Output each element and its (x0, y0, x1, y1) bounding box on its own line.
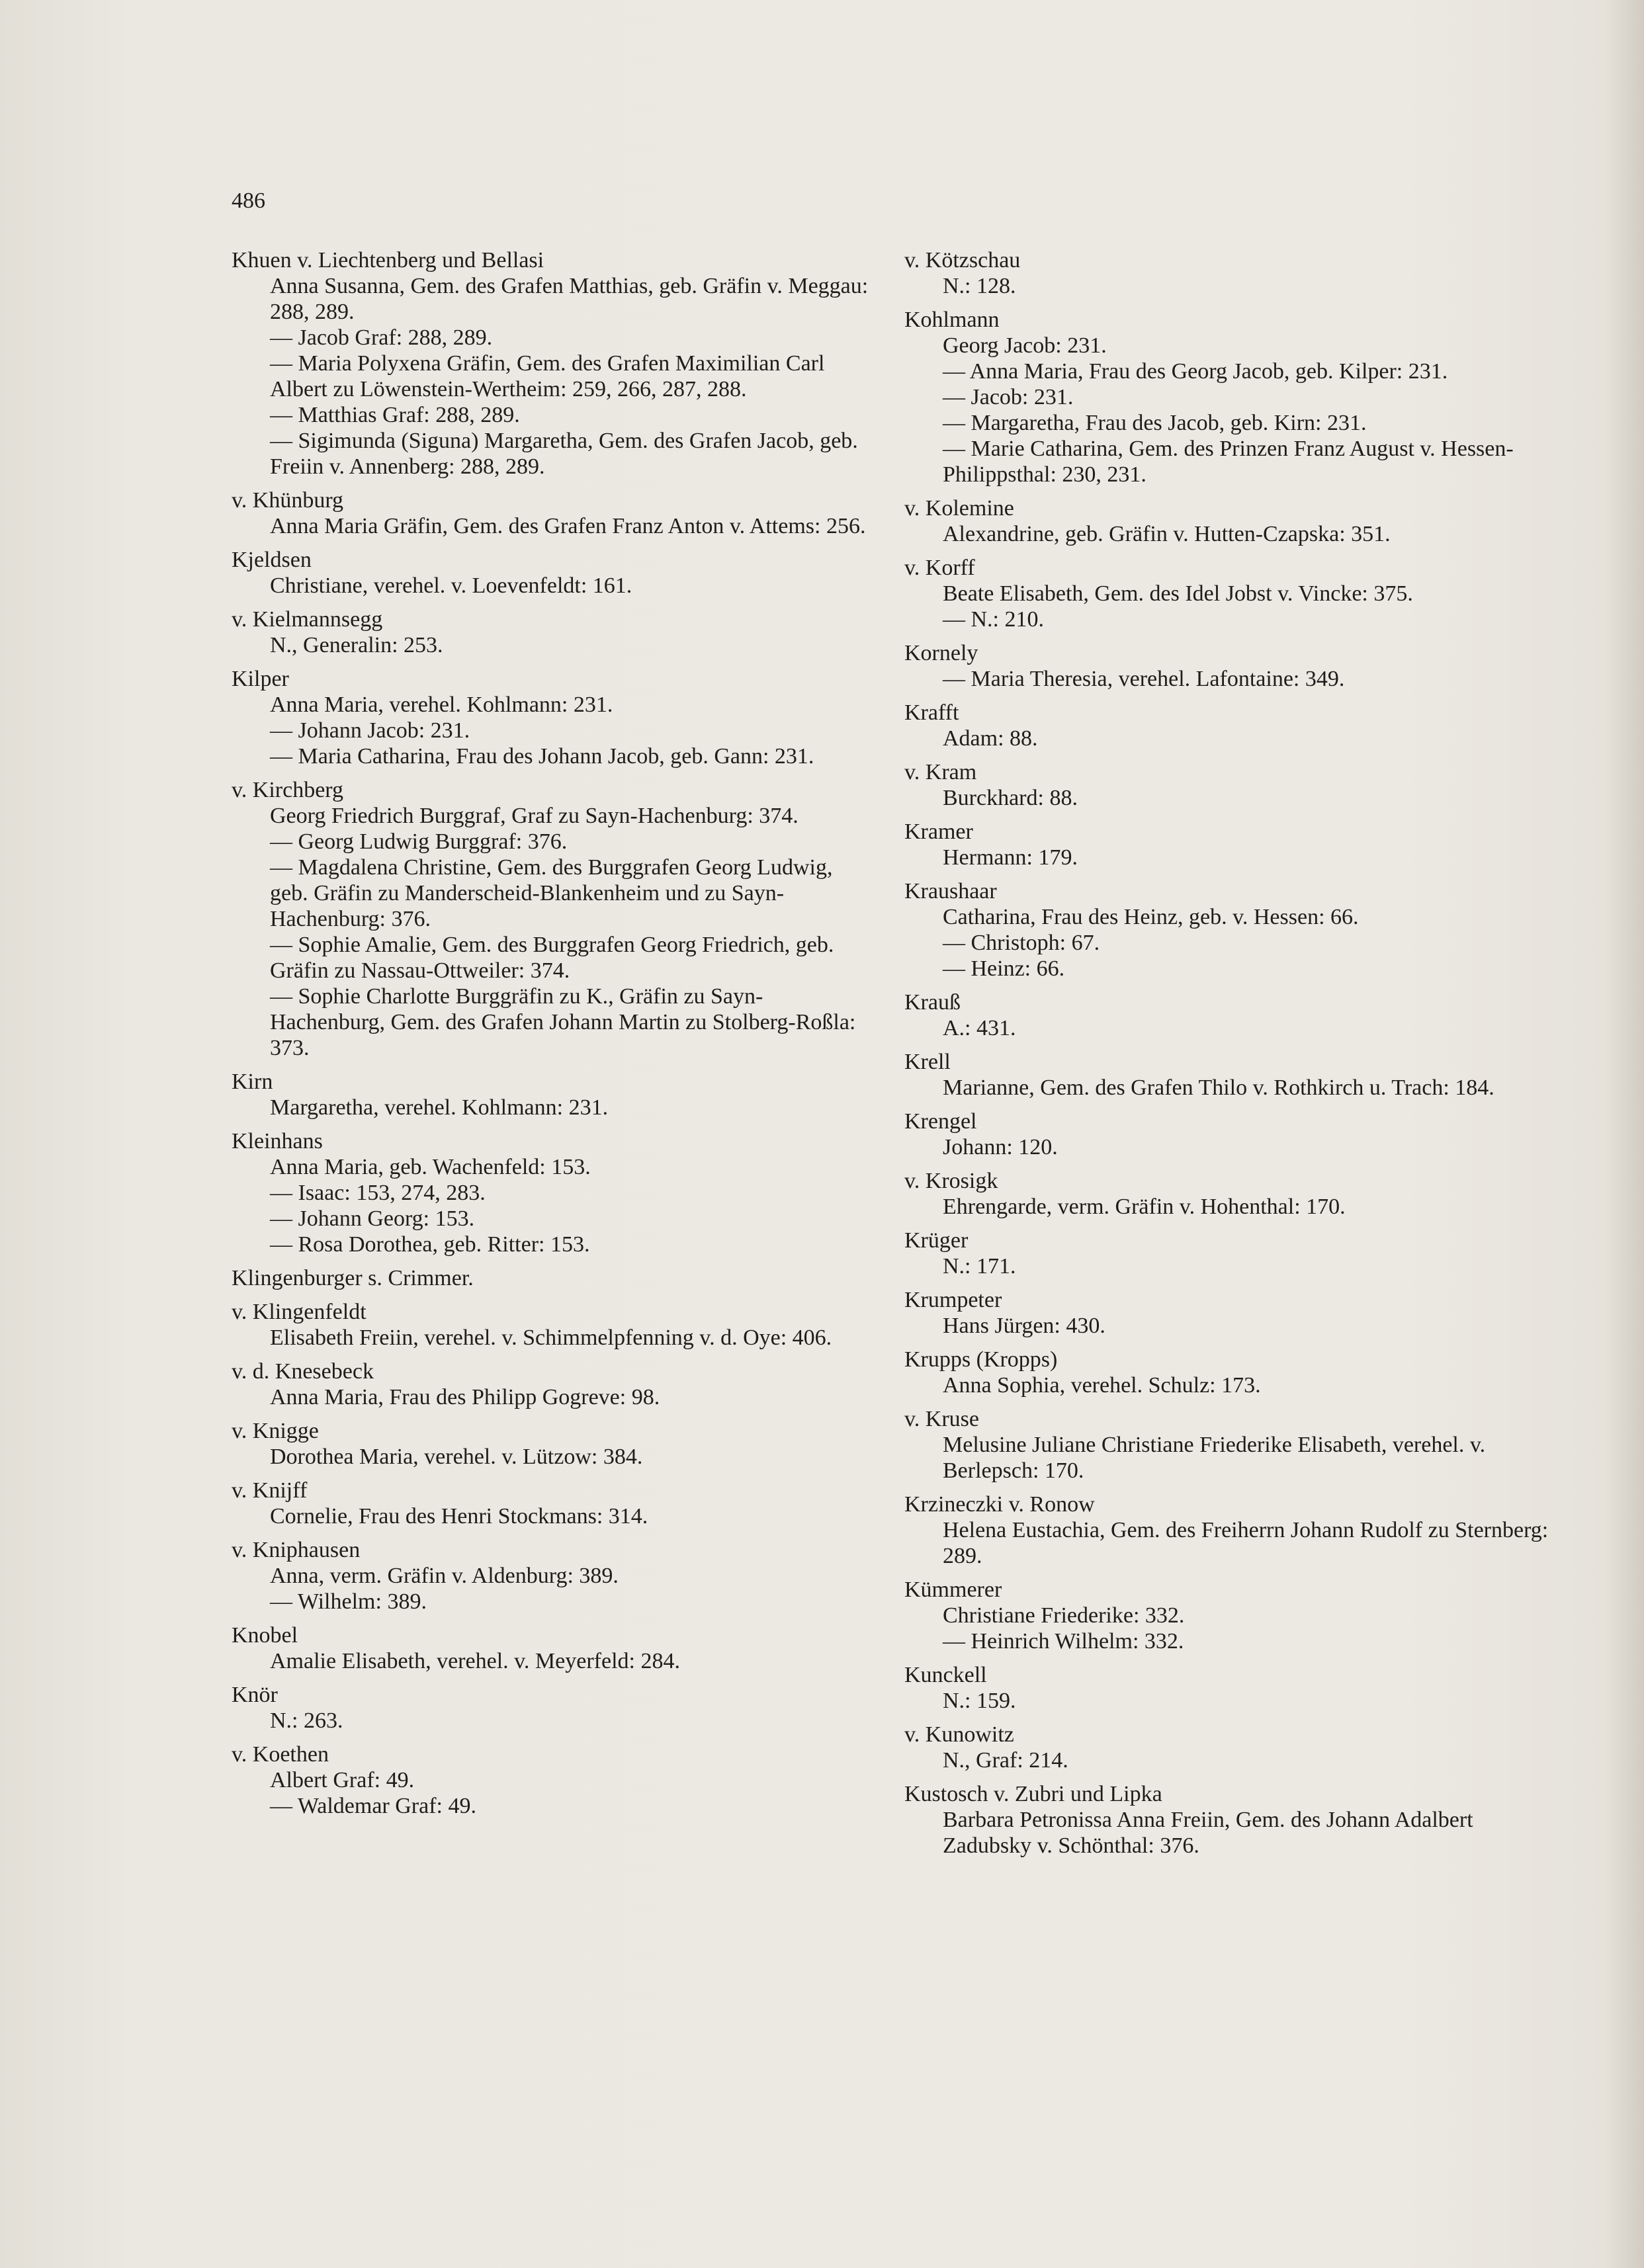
entry-heading: v. Kolemine (904, 496, 1014, 521)
index-entry (232, 1478, 873, 1529)
entry-heading: Kjeldsen (232, 548, 312, 572)
page-edge-shadow (1604, 0, 1644, 2268)
index-entry (904, 1287, 1566, 1339)
entry-line: N.: 263. (270, 1708, 343, 1733)
entry-heading: Khuen v. Liechtenberg und Bellasi (232, 248, 544, 273)
index-entry (232, 1682, 873, 1734)
index-entry (232, 1537, 873, 1615)
entry-heading: v. Kunowitz (904, 1722, 1014, 1747)
entry-line: — Maria Polyxena Gräfin, Gem. des Grafen Maximilian Carl Albert zu Löwenstein-Wertheim: 259, 266, 287, 288. (270, 351, 825, 401)
index-entry (904, 819, 1566, 870)
index-entry (904, 759, 1566, 811)
entry-heading: Kornely (904, 641, 978, 665)
entry-heading: v. Koethen (232, 1742, 329, 1767)
index-entry (904, 878, 1566, 982)
entry-line: Melusine Juliane Christiane Friederike Elisabeth, verehel. v. Berlepsch: 170. (943, 1433, 1486, 1483)
entry-heading: v. Khünburg (232, 488, 344, 513)
entry-line: — Johann Jacob: 231. (270, 718, 470, 743)
entry-line: Anna Sophia, verehel. Schulz: 173. (943, 1373, 1261, 1398)
entry-heading: Krupps (Kropps) (904, 1347, 1058, 1372)
entry-line: Helena Eustachia, Gem. des Freiherrn Johann Rudolf zu Sternberg: 289. (943, 1518, 1549, 1568)
index-entry (904, 1347, 1566, 1398)
index-entry (232, 1069, 873, 1120)
entry-heading: v. Kruse (904, 1407, 979, 1431)
entry-line: — Marie Catharina, Gem. des Prinzen Franz August v. Hessen-Philippsthal: 230, 231. (943, 437, 1514, 487)
entry-line: — Jacob: 231. (943, 385, 1074, 409)
entry-line: N.: 128. (943, 274, 1016, 298)
index-entry (904, 307, 1566, 487)
entry-heading: Krzineczki v. Ronow (904, 1492, 1095, 1517)
entry-heading: Kohlmann (904, 308, 1000, 332)
entry-line: Adam: 88. (943, 726, 1038, 751)
index-entry (904, 555, 1566, 632)
entry-heading: Kümmerer (904, 1577, 1002, 1602)
entry-heading: Krell (904, 1050, 951, 1074)
entry-line: N.: 171. (943, 1254, 1016, 1279)
index-entry (904, 1781, 1566, 1859)
index-entry (232, 1265, 873, 1291)
entry-heading: Kleinhans (232, 1129, 323, 1154)
index-entry (232, 607, 873, 658)
entry-line: Christiane Friederike: 332. (943, 1603, 1185, 1628)
entry-heading: v. Krosigk (904, 1169, 998, 1193)
entry-line: — Maria Theresia, verehel. Lafontaine: 349. (943, 667, 1345, 691)
entry-line: Ehrengarde, verm. Gräfin v. Hohenthal: 170. (943, 1195, 1346, 1219)
entry-line: — Margaretha, Frau des Jacob, geb. Kirn: 231. (943, 411, 1367, 435)
index-entry (904, 247, 1566, 299)
index-entry (232, 547, 873, 599)
page-number: 486 (232, 189, 265, 213)
entry-heading: Krafft (904, 700, 959, 725)
entry-line: Georg Jacob: 231. (943, 333, 1107, 358)
entry-line: Burckhard: 88. (943, 786, 1078, 810)
index-entry (232, 1418, 873, 1470)
entry-line: — N.: 210. (943, 607, 1044, 632)
entry-heading: v. Kirchberg (232, 778, 344, 802)
entry-line: Barbara Petronissa Anna Freiin, Gem. des Johann Adalbert Zadubsky v. Schönthal: 376. (943, 1808, 1473, 1858)
entry-heading: Krüger (904, 1228, 969, 1253)
entry-line: Elisabeth Freiin, verehel. v. Schimmelpfenning v. d. Oye: 406. (270, 1325, 832, 1350)
entry-line: Georg Friedrich Burggraf, Graf zu Sayn-Hachenburg: 374. (270, 804, 799, 828)
entry-line: Beate Elisabeth, Gem. des Idel Jobst v. Vincke: 375. (943, 581, 1413, 606)
entry-heading: Kraushaar (904, 879, 997, 903)
index-entry (904, 1168, 1566, 1220)
entry-line: — Wilhelm: 389. (270, 1589, 427, 1614)
entry-heading: v. Kielmannsegg (232, 607, 383, 632)
entry-heading: Kirn (232, 1070, 273, 1094)
entry-heading: Kramer (904, 819, 973, 844)
entry-heading: Kilper (232, 667, 289, 691)
entry-line: Catharina, Frau des Heinz, geb. v. Hessen: 66. (943, 905, 1359, 929)
index-entry (904, 1406, 1566, 1484)
entry-line: — Matthias Graf: 288, 289. (270, 403, 520, 427)
index-entry (232, 1359, 873, 1410)
entry-heading: Klingenburger s. Crimmer. (232, 1266, 474, 1290)
index-entry (904, 1722, 1566, 1773)
entry-line: — Sophie Charlotte Burggräfin zu K., Gräfin zu Sayn-Hachenburg, Gem. des Grafen Johann Martin zu Stolberg-Roßla: 373. (270, 984, 856, 1060)
index-entry (232, 487, 873, 539)
entry-line: Hermann: 179. (943, 845, 1078, 870)
entry-line: — Georg Ludwig Burggraf: 376. (270, 829, 568, 854)
entry-line: — Magdalena Christine, Gem. des Burggrafen Georg Ludwig, geb. Gräfin zu Manderscheid-Blankenheim und zu Sayn-Hachenburg: 376. (270, 855, 833, 931)
index-entry (904, 989, 1566, 1041)
entry-heading: v. Knijff (232, 1478, 308, 1503)
entry-heading: v. Kniphausen (232, 1538, 361, 1562)
entry-line: Anna, verm. Gräfin v. Aldenburg: 389. (270, 1564, 619, 1588)
entry-heading: Krumpeter (904, 1288, 1002, 1312)
entry-heading: Krauß (904, 990, 961, 1015)
entry-line: Dorothea Maria, verehel. v. Lützow: 384. (270, 1445, 643, 1469)
entry-line: N., Generalin: 253. (270, 633, 443, 657)
entry-line: Anna Maria, verehel. Kohlmann: 231. (270, 693, 613, 717)
entry-line: — Rosa Dorothea, geb. Ritter: 153. (270, 1232, 590, 1257)
entry-line: — Anna Maria, Frau des Georg Jacob, geb. Kilper: 231. (943, 359, 1448, 384)
entry-line: Amalie Elisabeth, verehel. v. Meyerfeld: 284. (270, 1649, 680, 1673)
entry-line: — Jacob Graf: 288, 289. (270, 325, 493, 350)
entry-line: — Johann Georg: 153. (270, 1206, 475, 1231)
index-entry (904, 1109, 1566, 1160)
entry-heading: Krengel (904, 1109, 977, 1134)
entry-heading: v. Knigge (232, 1419, 319, 1443)
entry-line: Alexandrine, geb. Gräfin v. Hutten-Czapska: 351. (943, 522, 1391, 546)
index-entry (904, 640, 1566, 692)
index-entry (232, 1742, 873, 1819)
index-entry (232, 1622, 873, 1674)
index-column-left (232, 247, 873, 1827)
entry-line: Johann: 120. (943, 1135, 1058, 1159)
entry-line: — Heinz: 66. (943, 956, 1065, 981)
index-entry (232, 1299, 873, 1351)
index-entry (904, 495, 1566, 547)
index-entry (904, 1491, 1566, 1569)
index-entry (904, 1049, 1566, 1101)
entry-line: — Waldemar Graf: 49. (270, 1794, 476, 1818)
index-entry (232, 247, 873, 480)
entry-heading: v. Kötzschau (904, 248, 1021, 273)
entry-line: Christiane, verehel. v. Loevenfeldt: 161. (270, 573, 632, 598)
index-entry (904, 1228, 1566, 1279)
entry-heading: Kustosch v. Zubri und Lipka (904, 1782, 1162, 1806)
entry-line: Margaretha, verehel. Kohlmann: 231. (270, 1095, 609, 1120)
entry-line: Albert Graf: 49. (270, 1768, 415, 1792)
entry-heading: v. Klingenfeldt (232, 1300, 367, 1324)
entry-heading: v. Korff (904, 556, 975, 580)
entry-line: — Heinrich Wilhelm: 332. (943, 1629, 1184, 1654)
entry-line: Anna Susanna, Gem. des Grafen Matthias, geb. Gräfin v. Meggau: 288, 289. (270, 274, 869, 324)
entry-heading: Knör (232, 1683, 278, 1707)
entry-heading: Knobel (232, 1623, 298, 1648)
entry-line: A.: 431. (943, 1016, 1016, 1040)
index-entry (232, 666, 873, 769)
entry-heading: v. Kram (904, 760, 977, 784)
entry-line: Anna Maria Gräfin, Gem. des Grafen Franz Anton v. Attems: 256. (270, 514, 866, 538)
index-column-right (904, 247, 1566, 1867)
entry-heading: Kunckell (904, 1663, 987, 1687)
index-entry (904, 700, 1566, 751)
entry-line: N.: 159. (943, 1689, 1016, 1713)
entry-line: — Sigimunda (Siguna) Margaretha, Gem. des Grafen Jacob, geb. Freiin v. Annenberg: 288, 289. (270, 429, 858, 479)
index-entry (232, 777, 873, 1061)
entry-heading: v. d. Knesebeck (232, 1359, 374, 1384)
entry-line: Marianne, Gem. des Grafen Thilo v. Rothkirch u. Trach: 184. (943, 1075, 1494, 1100)
entry-line: N., Graf: 214. (943, 1748, 1068, 1773)
index-entry (904, 1662, 1566, 1714)
index-entry (232, 1128, 873, 1257)
entry-line: Hans Jürgen: 430. (943, 1314, 1105, 1338)
index-entry (904, 1577, 1566, 1654)
entry-line: — Christoph: 67. (943, 931, 1100, 955)
entry-line: — Maria Catharina, Frau des Johann Jacob, geb. Gann: 231. (270, 744, 814, 769)
entry-line: — Sophie Amalie, Gem. des Burggrafen Georg Friedrich, geb. Gräfin zu Nassau-Ottweiler: 374. (270, 933, 834, 983)
entry-line: Anna Maria, Frau des Philipp Gogreve: 98. (270, 1385, 660, 1409)
entry-line: Anna Maria, geb. Wachenfeld: 153. (270, 1155, 591, 1179)
entry-line: — Isaac: 153, 274, 283. (270, 1181, 486, 1205)
entry-line: Cornelie, Frau des Henri Stockmans: 314. (270, 1504, 648, 1529)
